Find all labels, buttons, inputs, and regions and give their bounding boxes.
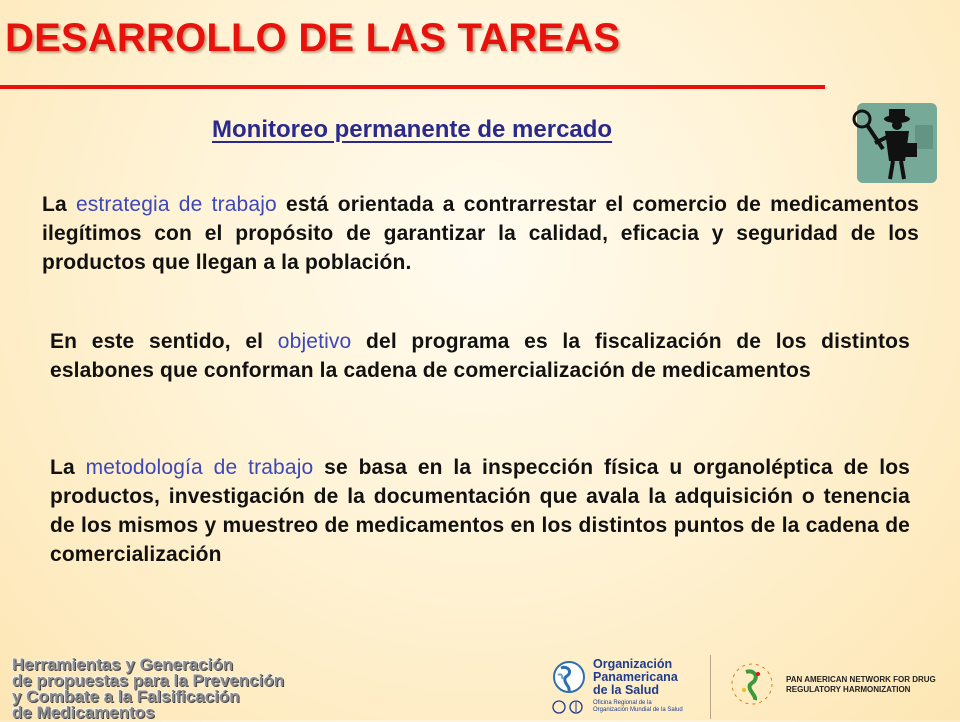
slide-title: DESARROLLO DE LAS TAREAS xyxy=(5,16,621,60)
ops-subtitle-line: Organización Mundial de la Salud xyxy=(593,707,683,713)
ops-logo xyxy=(552,656,702,718)
ops-globe-icon xyxy=(552,660,586,694)
objective-paragraph xyxy=(50,327,910,385)
project-line: de Medicamentos xyxy=(12,703,155,722)
ops-name-line: de la Salud xyxy=(593,683,659,697)
ops-subtitle-line: Oficina Regional de la xyxy=(593,700,652,706)
footer-divider xyxy=(710,655,711,719)
paragraph-text: La xyxy=(50,456,86,479)
project-name-logo xyxy=(12,657,312,721)
detective-with-magnifier-icon xyxy=(845,103,938,183)
project-line: Herramientas y Generación xyxy=(12,655,234,674)
ops-subtitle xyxy=(593,700,708,714)
paragraph-text: En este sentido, el xyxy=(50,330,278,353)
strategy-paragraph xyxy=(42,190,919,277)
keyword-methodology: metodología de trabajo xyxy=(85,456,314,479)
project-line: de propuestas para la Prevención xyxy=(12,671,285,690)
network-name-line: PAN AMERICAN NETWORK FOR DRUG xyxy=(786,675,936,684)
slide-subtitle: Monitoreo permanente de mercado xyxy=(212,116,613,143)
keyword-strategy: estrategia de trabajo xyxy=(75,193,277,216)
red-parf-logo-icon xyxy=(728,660,776,708)
network-name xyxy=(786,675,956,695)
ops-name-line: Organización xyxy=(593,657,673,671)
title-underline xyxy=(0,85,825,89)
ops-name-line: Panamericana xyxy=(593,670,678,684)
project-line: y Combate a la Falsificación xyxy=(12,687,240,706)
methodology-paragraph xyxy=(50,453,910,569)
paragraph-text: se basa en la inspección física u organoléptica de los productos, investigación de la documentación que avala la adquisición o tenencia de los mismos y muestreo de medicamentos en los distintos puntos de la cadena de comercialización xyxy=(50,456,910,566)
paragraph-text: del programa es la fiscalización de los distintos eslabones que conforman la cadena de comercialización de medicamentos xyxy=(50,330,910,382)
keyword-objective: objetivo xyxy=(277,330,352,353)
ops-name xyxy=(593,658,703,697)
paragraph-text: está orientada a contrarrestar el comercio de medicamentos ilegítimos con el propósito de garantizar la calidad, eficacia y seguridad de los productos que llegan a la población. xyxy=(42,193,919,274)
who-emblem-icon xyxy=(552,700,588,714)
panamerican-network-logo xyxy=(728,660,938,712)
paragraph-text: La xyxy=(42,193,76,216)
network-name-line: REGULATORY HARMONIZATION xyxy=(786,685,911,694)
